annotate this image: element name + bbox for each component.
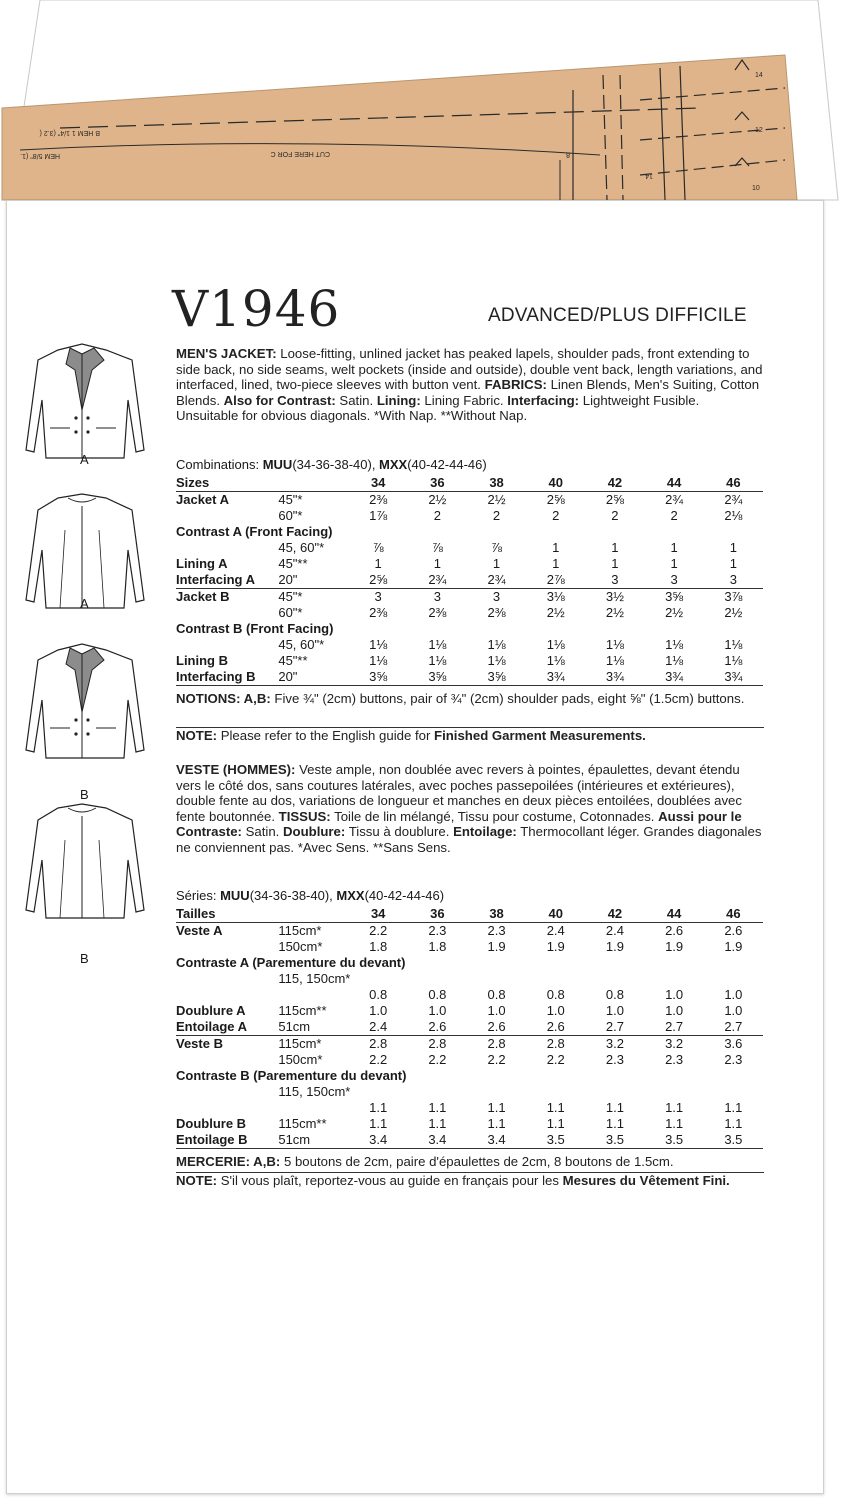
row-label: Interfacing B <box>176 669 278 686</box>
yardage-value: 2½ <box>546 605 565 620</box>
yardage-value: 3 <box>611 572 619 587</box>
figure-label: A <box>80 452 89 467</box>
yardage-value: 2¾ <box>665 492 684 507</box>
yardage-row <box>176 955 763 971</box>
yardage-value: 1.1 <box>546 1116 565 1131</box>
yardage-value: 1 <box>670 556 678 571</box>
yardage-value: 1.0 <box>369 1003 388 1018</box>
technical-drawings <box>20 340 160 980</box>
size-header-row <box>176 906 763 923</box>
yardage-row <box>176 605 763 621</box>
notions-french: MERCERIE: A,B: 5 boutons de 2cm, paire d'épaulettes de 2cm, 8 boutons de 1.5cm. <box>176 1154 674 1169</box>
section-label: Contrast B (Front Facing) <box>176 621 334 636</box>
figure-a-front <box>26 344 144 458</box>
fabric-width: 45"** <box>278 556 308 571</box>
yardage-value: 2.6 <box>665 923 684 938</box>
yardage-value: 1.0 <box>665 987 684 1002</box>
sizes-label: Sizes <box>176 475 349 492</box>
yardage-value: 2.3 <box>605 1052 624 1067</box>
yardage-value: 3.5 <box>704 1132 763 1149</box>
row-label <box>176 939 278 955</box>
size-column-header: 40 <box>526 906 585 923</box>
yardage-value: 1.1 <box>369 1100 388 1115</box>
yardage-value: 3 <box>467 589 526 606</box>
yardage-value: 2.4 <box>605 923 624 938</box>
yardage-value: 1⅞ <box>369 508 388 523</box>
yardage-value: 2½ <box>605 605 624 620</box>
yardage-value: 3.5 <box>585 1132 644 1149</box>
yardage-value: 2.2 <box>546 1052 565 1067</box>
section-label: Contraste B (Parementure du devant) <box>176 1068 407 1083</box>
yardage-value: 1⅛ <box>546 653 565 668</box>
yardage-value: 2⅜ <box>487 605 506 620</box>
yardage-value: 0.8 <box>605 987 624 1002</box>
yardage-row <box>176 987 763 1003</box>
yardage-value: 1.1 <box>605 1116 624 1131</box>
yardage-value: 1 <box>729 556 737 571</box>
row-label: Entoilage B <box>176 1132 278 1149</box>
tissue-label: CUT HERE FOR C <box>270 150 330 157</box>
row-label: Entoilage A <box>176 1019 248 1034</box>
yardage-row <box>176 1036 763 1053</box>
fabric-width: 115cm** <box>278 1003 327 1018</box>
yardage-value: 2.2 <box>369 923 388 938</box>
yardage-row <box>176 653 763 669</box>
tissue-label: 14 <box>755 72 763 79</box>
yardage-value: 1.9 <box>605 939 624 954</box>
fabric-width: 60"* <box>278 508 303 523</box>
yardage-value: 1.9 <box>724 939 743 954</box>
row-label: Interfacing A <box>176 572 255 587</box>
yardage-value: 3¾ <box>526 669 585 686</box>
yardage-value: 1⅛ <box>665 653 684 668</box>
yardage-value: 2.6 <box>487 1019 506 1034</box>
yardage-row <box>176 524 763 540</box>
row-label <box>176 1084 278 1100</box>
row-label <box>176 508 278 524</box>
yardage-value: 2.2 <box>369 1052 388 1067</box>
yardage-row <box>176 1052 763 1068</box>
yardage-value: 3¾ <box>645 669 704 686</box>
yardage-value: 3⅝ <box>408 669 467 686</box>
yardage-value: 1⅛ <box>487 637 506 652</box>
yardage-value: 3.5 <box>526 1132 585 1149</box>
yardage-value: 1 <box>552 556 560 571</box>
yardage-value: 1.0 <box>665 1003 684 1018</box>
yardage-value: 3 <box>729 572 737 587</box>
yardage-value: 1.8 <box>428 939 447 954</box>
yardage-value: 2.6 <box>724 923 743 938</box>
yardage-value: 2.7 <box>665 1019 684 1034</box>
yardage-row <box>176 1132 763 1149</box>
yardage-value: 3⅝ <box>349 669 408 686</box>
row-label <box>176 540 278 556</box>
yardage-value: 1.0 <box>487 1003 506 1018</box>
yardage-value: 3.5 <box>645 1132 704 1149</box>
fabric-width: 115cm** <box>278 1116 327 1131</box>
note-french: NOTE: S'il vous plaît, reportez-vous au guide en français pour les Mesures du Vêtement Fini. <box>176 1172 764 1189</box>
yardage-row <box>176 1116 763 1132</box>
yardage-value: 1.1 <box>724 1116 743 1131</box>
yardage-row <box>176 669 763 686</box>
yardage-value: 3¾ <box>704 669 763 686</box>
yardage-row <box>176 1003 763 1019</box>
yardage-value: 1.1 <box>369 1116 388 1131</box>
row-label: Veste A <box>176 923 223 938</box>
yardage-value: 2 <box>552 508 560 523</box>
yardage-value: 1 <box>552 540 560 555</box>
yardage-value: 1.0 <box>546 1003 565 1018</box>
yardage-value: 3 <box>349 589 408 606</box>
yardage-value: 3.4 <box>467 1132 526 1149</box>
note-english: NOTE: Please refer to the English guide for Finished Garment Measurements. <box>176 727 764 744</box>
size-header-row <box>176 475 763 492</box>
pattern-number: V1946 <box>172 280 341 338</box>
yardage-value: 1⅛ <box>369 653 388 668</box>
row-label <box>176 1100 278 1116</box>
combinations-french: Séries: MUU(34-36-38-40), MXX(40-42-44-46) <box>176 888 445 903</box>
row-label <box>176 637 278 653</box>
yardage-value: 2 <box>492 508 501 523</box>
row-label: Lining B <box>176 653 228 668</box>
fabric-width <box>278 987 348 1003</box>
yardage-row <box>176 540 763 556</box>
fabric-width: 45"** <box>278 653 308 668</box>
yardage-value: 2⅜ <box>428 605 447 620</box>
yardage-value: 2.7 <box>605 1019 624 1034</box>
yardage-value: 2⅝ <box>546 492 565 507</box>
yardage-row <box>176 572 763 589</box>
yardage-row <box>176 508 763 524</box>
yardage-value: 1.1 <box>487 1100 506 1115</box>
yardage-value: 3⅝ <box>645 589 704 606</box>
fabric-width: 20" <box>278 669 348 686</box>
yardage-value: 3⅛ <box>526 589 585 606</box>
yardage-value: 3.4 <box>349 1132 408 1149</box>
yardage-value: 1⅛ <box>369 637 388 652</box>
yardage-row <box>176 1100 763 1116</box>
yardage-value: 3½ <box>585 589 644 606</box>
yardage-value: 2 <box>670 508 678 523</box>
yardage-value: 1 <box>611 556 619 571</box>
yardage-row <box>176 589 763 606</box>
sizes-label: Tailles <box>176 906 349 923</box>
yardage-value: 2¾ <box>428 572 447 587</box>
size-column-header: 36 <box>408 475 467 492</box>
yardage-row <box>176 1068 763 1084</box>
size-column-header: 44 <box>645 906 704 923</box>
row-label: Jacket B <box>176 589 278 606</box>
size-column-header: 42 <box>585 906 644 923</box>
fabric-width: 45, 60"* <box>278 540 325 555</box>
fabric-width <box>278 1100 348 1116</box>
yardage-value: 3 <box>408 589 467 606</box>
yardage-value: 0.8 <box>428 987 447 1002</box>
yardage-value: 2.3 <box>428 923 447 938</box>
row-label <box>176 987 278 1003</box>
yardage-value: 2½ <box>724 605 743 620</box>
yardage-value: 0.8 <box>369 987 388 1002</box>
yardage-value: 2⅜ <box>369 492 388 507</box>
section-label: Contrast A (Front Facing) <box>176 524 333 539</box>
size-column-header: 34 <box>349 906 408 923</box>
yardage-row <box>176 556 763 572</box>
size-column-header: 34 <box>349 475 408 492</box>
yardage-value: 3.2 <box>585 1036 644 1053</box>
yardage-value: 1⅛ <box>546 637 565 652</box>
yardage-value: 1 <box>374 556 382 571</box>
yardage-value: 2⅞ <box>546 572 565 587</box>
tissue-label: 14 <box>645 172 653 179</box>
fabric-width: 115, 150cm* <box>278 1084 351 1099</box>
yardage-value: 1 <box>670 540 678 555</box>
yardage-value: 1.0 <box>724 987 743 1002</box>
row-label <box>176 1052 278 1068</box>
fabric-width: 45, 60"* <box>278 637 325 652</box>
yardage-value: 1.9 <box>487 939 506 954</box>
fabric-width: 115, 150cm* <box>278 971 351 986</box>
fabric-width: 150cm* <box>278 1052 323 1067</box>
size-column-header: 46 <box>704 475 763 492</box>
yardage-value: 2.8 <box>408 1036 467 1053</box>
yardage-value: 1 <box>611 540 619 555</box>
yardage-value: 0.8 <box>487 987 506 1002</box>
fabric-width: 45"* <box>278 589 348 606</box>
yardage-value: 2.4 <box>369 1019 388 1034</box>
yardage-value: 2.4 <box>546 923 565 938</box>
yardage-row <box>176 492 763 509</box>
size-column-header: 38 <box>467 906 526 923</box>
yardage-value: 0.8 <box>546 987 565 1002</box>
yardage-row <box>176 923 763 940</box>
yardage-value: 1.1 <box>546 1100 565 1115</box>
yardage-value: 3⅞ <box>704 589 763 606</box>
notions-english: NOTIONS: A,B: Five ¾" (2cm) buttons, pair of ¾" (2cm) shoulder pads, eight ⅝" (1.5cm) buttons. <box>176 691 745 706</box>
yardage-value: 1.1 <box>724 1100 743 1115</box>
fabric-width: 45"* <box>278 492 303 507</box>
yardage-value: 1⅛ <box>724 637 743 652</box>
combinations-english: Combinations: MUU(34-36-38-40), MXX(40-42-44-46) <box>176 457 487 472</box>
fabric-width: 51cm <box>278 1132 348 1149</box>
yardage-value: 2.6 <box>546 1019 565 1034</box>
fabric-width: 51cm <box>278 1019 311 1034</box>
fabric-width: 150cm* <box>278 939 323 954</box>
yardage-value: 1.1 <box>428 1100 447 1115</box>
row-label: Jacket A <box>176 492 229 507</box>
yardage-value: 1.1 <box>487 1116 506 1131</box>
fabric-width: 115cm* <box>278 923 322 938</box>
yardage-value: 2.2 <box>428 1052 447 1067</box>
yardage-value: 3⅝ <box>467 669 526 686</box>
yardage-value: 1⅛ <box>724 653 743 668</box>
yardage-value: 3¾ <box>585 669 644 686</box>
description-english: MEN'S JACKET: Loose-fitting, unlined jacket has peaked lapels, shoulder pads, front extending to side back, no side seams, welt pockets (inside and outside), double vent back, length variations, and interfaced, lined, two-piece sleeves with button vent. FABRICS: Linen Blends, Men's Suiting, Cotton Blends. Also for Contrast: Satin. Lining: Lining Fabric. Interfacing: Lightweight Fusible. Unsuitable for obvious diagonals. *With Nap. **Without Nap. <box>176 346 763 424</box>
fabric-width: 20" <box>278 572 298 587</box>
yardage-value: ⅞ <box>491 540 502 555</box>
yardage-value: 2½ <box>665 605 684 620</box>
yardage-value: 1.1 <box>665 1116 684 1131</box>
yardage-value: 2½ <box>428 492 447 507</box>
yardage-value: 1⅛ <box>428 653 447 668</box>
row-label <box>176 605 278 621</box>
figure-label: B <box>80 951 89 966</box>
yardage-value: 2½ <box>487 492 506 507</box>
yardage-value: 2.6 <box>428 1019 447 1034</box>
yardage-value: 3 <box>670 572 678 587</box>
section-label: Contraste A (Parementure du devant) <box>176 955 406 970</box>
figure-b-back <box>26 804 144 918</box>
yardage-value: 2.8 <box>467 1036 526 1053</box>
size-column-header: 36 <box>408 906 467 923</box>
row-label: Doublure B <box>176 1116 247 1131</box>
yardage-value: 1⅛ <box>665 637 684 652</box>
figure-label: B <box>80 787 89 802</box>
yardage-value: 1.8 <box>369 939 388 954</box>
yardage-value: 1.9 <box>546 939 565 954</box>
yardage-value: 1.1 <box>428 1116 447 1131</box>
fabric-width: 115cm* <box>278 1036 348 1053</box>
size-column-header: 40 <box>526 475 585 492</box>
tissue-label: 12 <box>755 127 763 134</box>
yardage-value: ⅞ <box>431 540 443 555</box>
yardage-value: 2 <box>611 508 619 523</box>
yardage-value: 2 <box>433 508 441 523</box>
size-column-header: 42 <box>585 475 644 492</box>
yardage-value: 1 <box>492 556 501 571</box>
description-french: VESTE (HOMMES): Veste ample, non doublée avec revers à pointes, épaulettes, devant étendu vers le côté dos, sans coutures latérales, avec poches passepoilées (intérieures et extérieures), double fente au dos, variations de longueur et manches en deux pièces entoilées, doublées avec fente boutonnée. TISSUS: Toile de lin mélangé, Tissu pour costume, Cotonnades. Aussi pour le Contraste: Satin. Doublure: Tissu à doublure. Entoilage: Thermocollant léger. Grandes diagonales ne conviennent pas. *Avec Sens. **Sans Sens. <box>176 762 762 855</box>
figure-a-back <box>26 494 144 608</box>
yardage-value: 1.0 <box>724 1003 743 1018</box>
yardage-table-english <box>176 475 763 686</box>
skill-level: ADVANCED/PLUS DIFFICILE <box>488 305 747 326</box>
yardage-value: 1.0 <box>605 1003 624 1018</box>
yardage-value: 1.1 <box>605 1100 624 1115</box>
yardage-value: 1⅛ <box>605 637 624 652</box>
figure-b-front <box>26 644 144 780</box>
yardage-value: 1 <box>433 556 441 571</box>
row-label <box>176 971 278 987</box>
yardage-value: 1.1 <box>665 1100 684 1115</box>
yardage-value: 2.8 <box>349 1036 408 1053</box>
yardage-value: 2.3 <box>665 1052 684 1067</box>
yardage-value: 2.3 <box>487 923 506 938</box>
row-label: Lining A <box>176 556 228 571</box>
yardage-value: 2⅝ <box>369 572 388 587</box>
yardage-value: 1 <box>729 540 737 555</box>
yardage-value: 2.3 <box>724 1052 743 1067</box>
yardage-value: 2¾ <box>487 572 506 587</box>
yardage-value: 2⅜ <box>369 605 388 620</box>
yardage-value: 2¾ <box>724 492 743 507</box>
tissue-label: 10 <box>752 185 760 192</box>
yardage-row <box>176 637 763 653</box>
yardage-value: 2.8 <box>526 1036 585 1053</box>
yardage-value: 3.6 <box>704 1036 763 1053</box>
fabric-width: 60"* <box>278 605 303 620</box>
yardage-value: 2⅝ <box>605 492 624 507</box>
yardage-value: ⅞ <box>372 540 384 555</box>
size-column-header: 46 <box>704 906 763 923</box>
yardage-value: 2⅛ <box>724 508 743 523</box>
yardage-value: 1⅛ <box>428 637 447 652</box>
yardage-value: 3.4 <box>408 1132 467 1149</box>
yardage-row <box>176 621 763 637</box>
tissue-label: HEM 5/8" (1. <box>20 152 60 159</box>
yardage-row <box>176 1019 763 1036</box>
size-column-header: 44 <box>645 475 704 492</box>
tissue-label: 8 <box>566 151 570 158</box>
row-label: Doublure A <box>176 1003 246 1018</box>
yardage-value: 1.9 <box>665 939 684 954</box>
yardage-table-french <box>176 906 763 1149</box>
tissue-label: B HEM 1 1/4" (3.2 ( <box>39 129 100 136</box>
figure-label: A <box>80 596 89 611</box>
yardage-row <box>176 1084 763 1100</box>
yardage-row <box>176 939 763 955</box>
yardage-value: 1⅛ <box>605 653 624 668</box>
yardage-value: 1.0 <box>428 1003 447 1018</box>
yardage-value: 3.2 <box>645 1036 704 1053</box>
yardage-value: 2.2 <box>487 1052 506 1067</box>
yardage-row <box>176 971 763 987</box>
yardage-value: 2.7 <box>724 1019 743 1034</box>
yardage-value: 1⅛ <box>487 653 506 668</box>
row-label: Veste B <box>176 1036 278 1053</box>
size-column-header: 38 <box>467 475 526 492</box>
